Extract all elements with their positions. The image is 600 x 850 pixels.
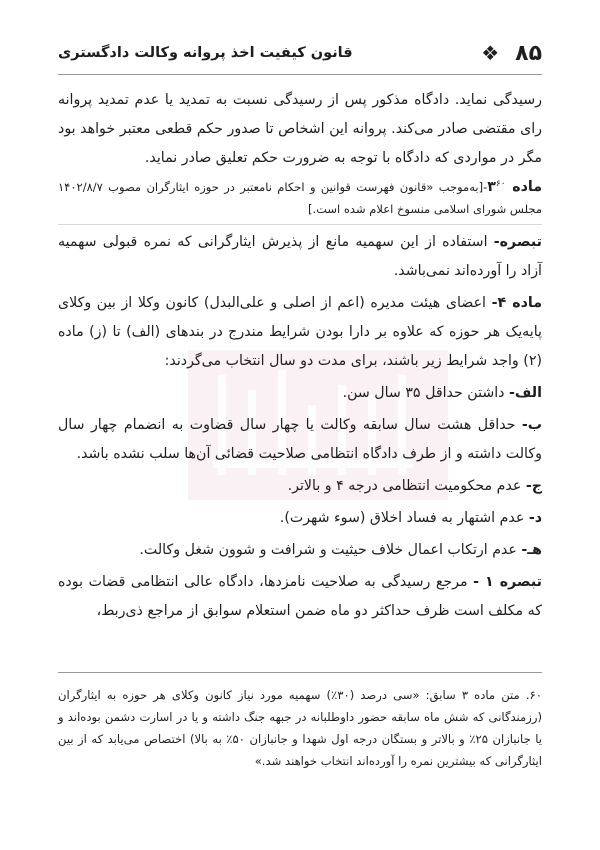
page-body — [58, 86, 542, 629]
note-1-label: تبصره ۱ - — [473, 574, 543, 590]
divider — [58, 224, 542, 225]
header-rule — [58, 74, 542, 75]
page-number: ۸۵ — [515, 40, 542, 66]
clause-he: هـ- عدم ارتکاب اعمال خلاف حیثیت و شرافت و شوون شغل وکالت. — [139, 542, 542, 558]
paragraph-continuation: رسیدگی نماید. دادگاه مذکور پس از رسیدگی نسبت به تمدید یا عدم تمدید پروانه رای مقتضی صادر می‌کند. پروانه این اشخاص تا صدور حکم قطعی معتبر خواهد بود مگر در مواردی که دادگاه با توجه به ضرورت حکم تعلیق صادر نماید. — [58, 92, 542, 166]
article-4 — [58, 289, 542, 376]
note — [58, 228, 542, 286]
clause-jim: ج- عدم محکومیت انتظامی درجه ۴ و بالاتر. — [287, 478, 542, 494]
clause-be: ب- حداقل هشت سال سابقه وکالت یا چهار سال قضاوت به انضمام چهار سال وکالت داشته و از طرف دادگاه انتظامی صلاحیت قضائی آن‌ها سلب نشده باشد. — [58, 417, 542, 462]
clause-alef: الف- داشتن حداقل ۳۵ سال سن. — [342, 385, 542, 401]
note-1-text: مرجع رسیدگی به صلاحیت نامزدها، دادگاه عالی انتظامی قضات بوده که مکلف است ظرف حداکثر دو ماه ضمن استعلام سوابق از مراجع ذی‌ربط، — [58, 574, 542, 619]
running-header — [58, 38, 542, 68]
footnote-60: ۶۰. متن ماده ۳ سابق: «سی درصد (۳۰٪) سهمیه مورد نیاز کانون وکلای هر حوزه به ایثارگران (رزمندگانی که شش ماه سابقه حضور داوطلبانه در جبهه جنگ داشته و یا در اسارت دشمن بوده‌اند و یا جانبازان ۲۵٪ و بالاتر و بستگان درجه اول شهدا و جانبازان ۵۰٪ به بالا) اختصاص می‌یابد که از بین ایثارگرانی که بیشترین نمره را آورده‌اند انتخاب خواهند شد.» — [58, 688, 542, 768]
article-4-label: ماده ۴- — [491, 295, 542, 311]
article-3-label: ماده ۳ — [487, 179, 542, 195]
ornament-icon: ❖ — [481, 41, 500, 65]
running-title: قانون کیفیت اخذ پروانه وکالت دادگستری — [58, 45, 353, 61]
footnote-ref-60[interactable]: ۶۰ — [495, 179, 506, 190]
clause-dal: د- عدم اشتهار به فساد اخلاق (سوء شهرت). — [279, 510, 542, 526]
note-label: تبصره- — [493, 234, 542, 250]
article-4-text: اعضای هیئت مدیره (اعم از اصلی و علی‌البدل) کانون وکلا از بین وکلای پایه‌یک هر حوزه که علاوه بر دارا بودن شرایط مندرج در بندهای (الف) تا (ز) ماده (۲) واجد شرایط زیر باشند، برای مدت دو سال انتخاب می‌گردند: — [58, 295, 542, 369]
article-3 — [58, 176, 542, 220]
footnote-rule — [58, 672, 542, 673]
note-1 — [58, 568, 542, 626]
note-text: استفاده از این سهمیه مانع از پذیرش ایثارگرانی که نمره قبولی سهمیه آزاد را آورده‌اند نمی‌باشد. — [58, 234, 542, 279]
article-3-text: -[به‌موجب «قانون فهرست قوانین و احکام نامعتبر در حوزه ایثارگران مصوب ۱۴۰۲/۸/۷ مجلس شورای اسلامی منسوخ اعلام شده است.] — [58, 180, 542, 216]
